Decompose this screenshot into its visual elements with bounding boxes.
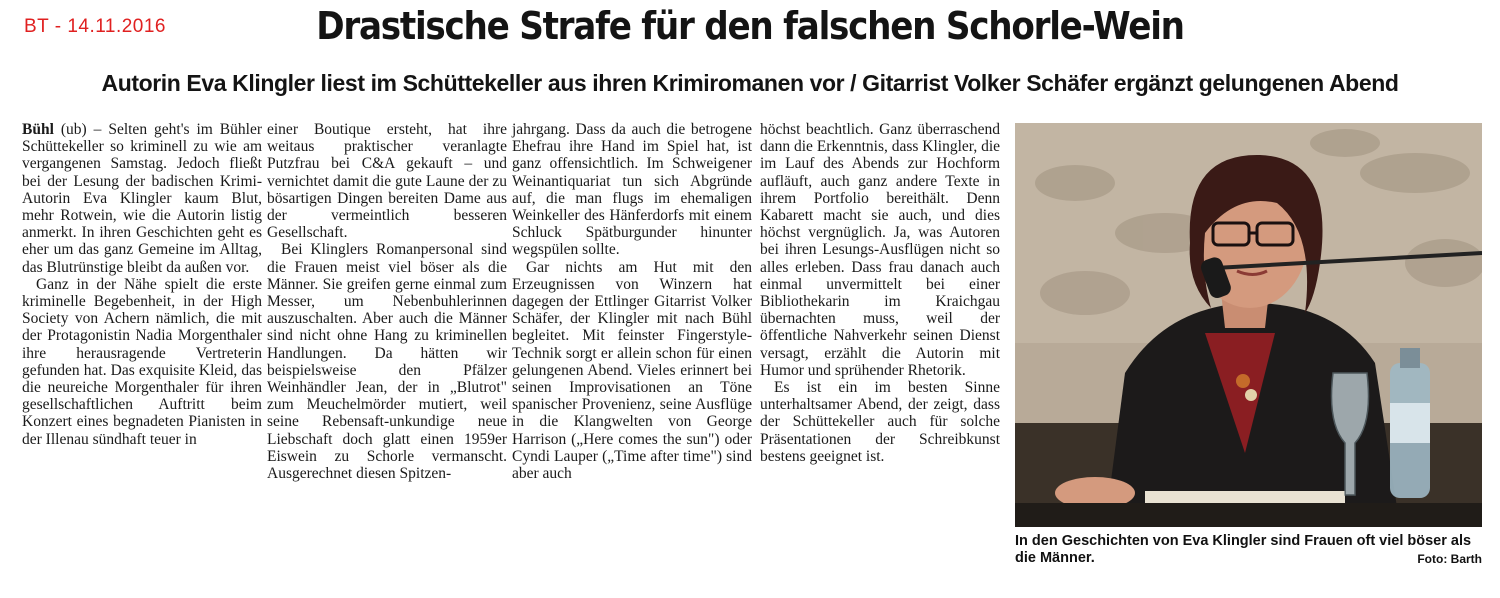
source-date-label: BT - 14.11.2016 bbox=[24, 16, 167, 37]
article-photo bbox=[1015, 123, 1482, 527]
paragraph-3: einer Boutique ersteht, hat ihre weitaus praktischer veranlagte Putzfrau bei C&A gekauft – und vernichtet damit die gute Laune der zu bösartigen Dingen bereiten Dame aus der vermeintlich besseren Gesellschaft. bbox=[267, 121, 507, 242]
paragraph-7: höchst beachtlich. Ganz überraschend dann die Erkenntnis, dass Klingler, die im Lauf des Abends zur Hochform aufläuft, auch ganz andere Texte in ihrem Portfolio bereithält. Denn Kabarett macht sie auch, und dies höchst vergnüglich. Ja, was Autoren bei ihren Lesungs-Ausflügen nicht so alles erleben. Dass frau danach auch einmal unvermittelt bei einer Bibliothekarin im Kraichgau übernachten muss, weil der öffentliche Nahverkehr seinen Dienst versagt, erzählt die Autorin mit Humor und sprühender Rhetorik. bbox=[760, 121, 1001, 379]
photo-caption: In den Geschichten von Eva Klingler sind Frauen oft viel böser als die Männer. bbox=[1015, 533, 1472, 566]
paragraph-2: Ganz in der Nähe spielt die erste kriminelle Begebenheit, in der High Society von Achern nämlich, die mit der Protagonistin Nadia Morgenthaler ihre herausragende Vertreterin gefunden hat. Das exquisite Kleid, das die neureiche Morgenthaler für ihren gesellschaftlichen Auftritt beim Konzert eines begnadeten Pianisten in der Illenau sündhaft teuer in bbox=[22, 275, 262, 448]
article-column-1 bbox=[22, 121, 262, 448]
paragraph-8: Es ist ein im besten Sinne unterhaltsamer Abend, der zeigt, dass der Schüttekeller auch für solche Präsentationen der Schreibkunst bestens geeignet ist. bbox=[760, 379, 1000, 465]
subheadline: Autorin Eva Klingler liest im Schüttekeller aus ihren Krimiromanen vor / Gitarrist Volker Schäfer ergänzt gelungenen Abend bbox=[101, 70, 1399, 96]
paragraph-6: Gar nichts am Hut mit den Erzeugnissen von Winzern hat dagegen der Ettlinger Gitarrist Volker Schäfer, der Klingler mit nach Bühl begleitet. Mit feinster Fingerstyle-Technik sorgt er allein schon für einen gelungenen Abend. Vieles erinnert bei seinen Improvisationen an Töne spanischer Provenienz, seine Ausflüge in die Klangwelten von George Harrison („Here comes the sun") oder Cyndi Lauper („Time after time") sind aber auch bbox=[512, 258, 752, 483]
paragraph-4: Bei Klinglers Romanpersonal sind die Frauen meist viel böser als die Männer. Sie greifen gerne einmal zum Messer, um Nebenbuhlerinnen auszuschalten. Aber auch die Männer sind nicht ohne Hang zu kriminellen Handlungen. Da hätten wir beispielsweise den Pfälzer Weinhändler Jean, der in „Blutrot" zum Meuchelmörder mutiert, weil seine Rebensaft-unkundige neue Liebschaft doch glatt einen 1959er Eiswein zu Schorle vermanscht. Ausgerechnet diesen Spitzen- bbox=[267, 241, 507, 483]
photo-credit: Foto: Barth bbox=[1417, 552, 1482, 566]
headline: Drastische Strafe für den falschen Schorle-Wein bbox=[316, 4, 1184, 48]
article-column-3 bbox=[512, 121, 752, 482]
paragraph-5: jahrgang. Dass da auch die betrogene Ehefrau ihre Hand im Spiel hat, ist ganz offensichtlich. Im Schweigener Weinantiquariat tun sich Abgründe auf, die man flugs im ehemaligen Weinkeller des Hänferdorfs mit einem Schluck Spätburgunder hinunter wegspülen sollte. bbox=[512, 121, 752, 259]
article-column-4 bbox=[760, 121, 1000, 465]
article-column-2 bbox=[267, 121, 507, 482]
paragraph-1 bbox=[22, 121, 262, 276]
photo-illustration bbox=[1015, 123, 1482, 527]
paragraph-1-text: (ub) – Selten geht's im Bühler Schüttekeller so kriminell zu wie am vergangenen Samstag. Jedoch fließt bei der Lesung der badischen Krimi-Autorin Eva Klingler kaum Blut, mehr Rotwein, wie die Autorin listig anmerkt. In ihren Geschichten geht es eher um das ganz Gemeine im Alltag, das Blutrünstige bleibt da außen vor. bbox=[22, 121, 262, 276]
dateline: Bühl bbox=[22, 121, 54, 138]
